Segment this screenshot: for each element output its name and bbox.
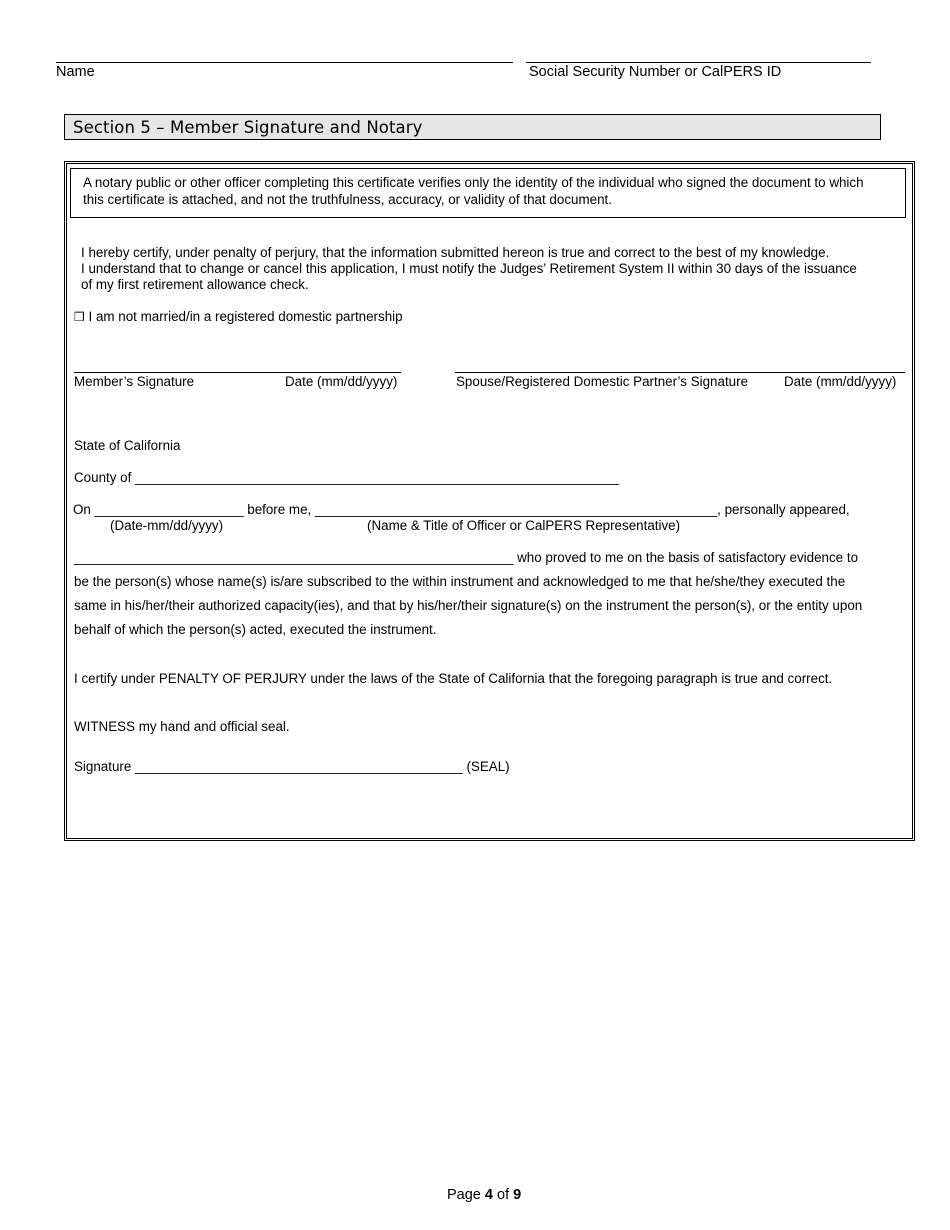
proof-line-4: behalf of which the person(s) acted, executed the instrument. xyxy=(74,622,437,637)
proof-line-1[interactable]: ___________________________________________________________ who proved to me on the basis of satisfactory evidence to xyxy=(74,550,859,565)
state-label: State of California xyxy=(74,438,181,453)
spouse-signature-line[interactable] xyxy=(455,372,905,373)
checkbox-label: I am not married/in a registered domestic partnership xyxy=(88,309,403,324)
page-total: 9 xyxy=(513,1187,522,1203)
certification-line-1: I hereby certify, under penalty of perjury, that the information submitted hereon is true and correct to the best of my knowledge. xyxy=(81,245,830,260)
spouse-signature-label: Spouse/Registered Domestic Partner’s Signature xyxy=(456,374,749,389)
certification-line-3: of my first retirement allowance check. xyxy=(81,277,309,292)
officer-hint: (Name & Title of Officer or CalPERS Representative) xyxy=(367,518,681,533)
date-hint: (Date-mm/dd/yyyy) xyxy=(110,518,224,533)
proof-line-3: same in his/her/their authorized capacity(ies), and that by his/her/their signature(s) on the instrument the person(s), or the entity upon xyxy=(74,598,863,613)
section-header xyxy=(64,114,881,140)
certification-line-2: I understand that to change or cancel this application, I must notify the Judges’ Retirement System II within 30 days of the issuance xyxy=(81,261,857,276)
witness-statement: WITNESS my hand and official seal. xyxy=(74,719,290,734)
page-current: 4 xyxy=(484,1187,493,1203)
page-number xyxy=(447,1187,521,1203)
id-label: Social Security Number or CalPERS ID xyxy=(529,64,782,80)
member-signature-line[interactable] xyxy=(74,372,401,373)
id-line xyxy=(526,62,871,63)
notary-notice-text: A notary public or other officer completing this certificate verifies only the identity of the individual who signed the document to which this certificate is attached, and not the truthfulness, accuracy, or validity of that document. xyxy=(83,175,864,207)
name-label: Name xyxy=(56,64,95,80)
checkbox-icon[interactable]: ❒ xyxy=(74,310,85,324)
page-word: Page xyxy=(447,1187,481,1203)
notary-notice-box xyxy=(70,168,906,218)
proof-line-2: be the person(s) whose name(s) is/are subscribed to the within instrument and acknowledged to me that he/she/they executed the xyxy=(74,574,846,589)
name-line xyxy=(56,62,513,63)
member-date-label: Date (mm/dd/yyyy) xyxy=(285,374,398,389)
notary-signature-line[interactable]: Signature ____________________________________________ (SEAL) xyxy=(74,759,510,774)
section-title: Section 5 – Member Signature and Notary xyxy=(73,118,423,137)
appearance-line[interactable]: On ____________________ before me, ______________________________________________________, personally appeared, xyxy=(73,502,850,517)
perjury-statement: I certify under PENALTY OF PERJURY under the laws of the State of California that the foregoing paragraph is true and correct. xyxy=(74,671,833,686)
of-word: of xyxy=(497,1187,510,1203)
county-line[interactable]: County of _________________________________________________________________ xyxy=(74,470,620,485)
marital-status-checkbox[interactable] xyxy=(74,309,403,324)
member-signature-label: Member’s Signature xyxy=(74,374,195,389)
spouse-date-label: Date (mm/dd/yyyy) xyxy=(784,374,897,389)
